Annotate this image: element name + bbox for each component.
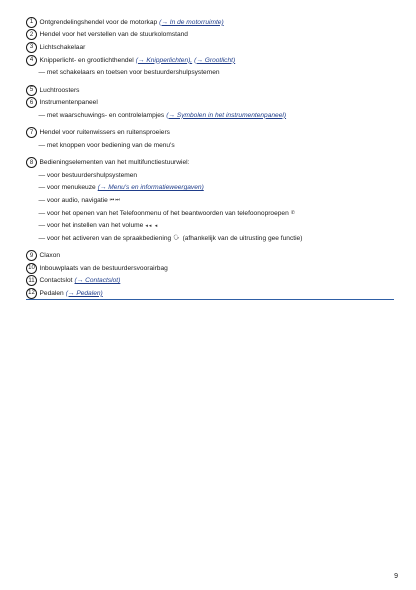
legend-item xyxy=(26,249,396,262)
cross-reference-link[interactable]: (→ Menu's en informatieweergaven) xyxy=(97,184,204,192)
item-number-badge: 9 xyxy=(26,250,37,261)
cross-reference-link[interactable]: (→ In de motorruimte) xyxy=(159,18,224,26)
item-label: Ontgrendelingshendel voor de motorkap xyxy=(39,18,158,26)
legend-subitem xyxy=(26,139,396,152)
legend-subitem xyxy=(26,207,396,220)
item-label: Hendel voor het verstellen van de stuurkolomstand xyxy=(39,31,188,39)
control-symbol-icon: ✆ xyxy=(290,210,296,216)
subitem-label: — voor het openen van het Telefoonmenu of het beantwoorden van telefoonoproepen xyxy=(38,209,289,217)
item-number-badge: 11 xyxy=(26,275,37,286)
legend-subitem xyxy=(26,194,396,207)
legend-item xyxy=(26,287,396,300)
subitem-label: — voor audio, navigatie xyxy=(38,196,108,204)
item-label: Knipperlicht- en grootlichthendel xyxy=(39,56,134,64)
subitem-label: — voor het instellen van het volume xyxy=(38,222,144,230)
cross-reference-link[interactable]: (→ Symbolen in het instrumentenpaneel) xyxy=(166,111,287,119)
legend-list xyxy=(26,16,396,300)
subitem-label: — met schakelaars en toetsen voor bestuurdershulpsystemen xyxy=(38,69,220,77)
legend-item xyxy=(26,156,396,169)
legend-subitem xyxy=(26,232,396,245)
item-label: Instrumentenpaneel xyxy=(39,99,98,107)
subitem-label: — met waarschuwings- en controlelampjes xyxy=(38,111,165,119)
control-symbol-icon: ◂◂ ◂ xyxy=(145,222,159,229)
control-symbol-icon: 🗣 xyxy=(173,235,181,242)
legend-item xyxy=(26,29,396,42)
page-number: 9 xyxy=(394,573,398,580)
subitem-label: — met knoppen voor bediening van de menu's xyxy=(38,141,175,149)
legend-item xyxy=(26,274,396,287)
legend-subitem xyxy=(26,109,396,122)
legend-item xyxy=(26,126,396,139)
cross-reference-link[interactable]: (→ Grootlicht) xyxy=(194,56,236,64)
item-number-badge: 6 xyxy=(26,97,37,108)
item-number-badge: 10 xyxy=(26,263,37,274)
item-label: Pedalen xyxy=(39,289,64,297)
item-label: Hendel voor ruitenwissers en ruitensproeiers xyxy=(39,129,170,137)
legend-item xyxy=(26,84,396,97)
subitem-label: — voor menukeuze xyxy=(38,184,96,192)
item-number-badge: 3 xyxy=(26,42,37,53)
item-number-badge: 2 xyxy=(26,29,37,40)
item-number-badge: 4 xyxy=(26,55,37,66)
subitem-note: (afhankelijk van de uitrusting gee functie) xyxy=(182,234,303,242)
legend-subitem xyxy=(26,219,396,232)
legend-item xyxy=(26,96,396,109)
item-label: Claxon xyxy=(39,252,61,260)
subitem-label: — voor het activeren van de spraakbediening xyxy=(38,234,172,242)
subitem-label: — voor bestuurdershulpsystemen xyxy=(38,171,138,179)
item-number-badge: 8 xyxy=(26,157,37,168)
item-number-badge: 7 xyxy=(26,127,37,138)
legend-subitem xyxy=(26,182,396,195)
legend-item xyxy=(26,41,396,54)
legend-item xyxy=(26,262,396,275)
item-number-badge: 5 xyxy=(26,85,37,96)
item-label: Bedieningselementen van het multifunctiestuurwiel: xyxy=(39,159,190,167)
item-label: Lichtschakelaar xyxy=(39,43,86,51)
cross-reference-link[interactable]: (→ Knipperlichten), xyxy=(135,56,193,64)
item-label: Inbouwplaats van de bestuurdersvoorairbag xyxy=(39,264,168,272)
control-symbol-icon: ⏮⏭ xyxy=(109,197,121,204)
legend-subitem xyxy=(26,66,396,79)
legend-item xyxy=(26,16,396,29)
item-label: Luchtroosters xyxy=(39,86,80,94)
legend-subitem xyxy=(26,169,396,182)
section-divider xyxy=(26,299,394,300)
cross-reference-link[interactable]: (→ Contactslot) xyxy=(74,277,121,285)
item-label: Contactslot xyxy=(39,277,73,285)
item-number-badge: 1 xyxy=(26,17,37,28)
legend-item xyxy=(26,54,396,67)
item-number-badge: 12 xyxy=(26,288,37,299)
cross-reference-link[interactable]: (→ Pedalen) xyxy=(65,289,103,297)
